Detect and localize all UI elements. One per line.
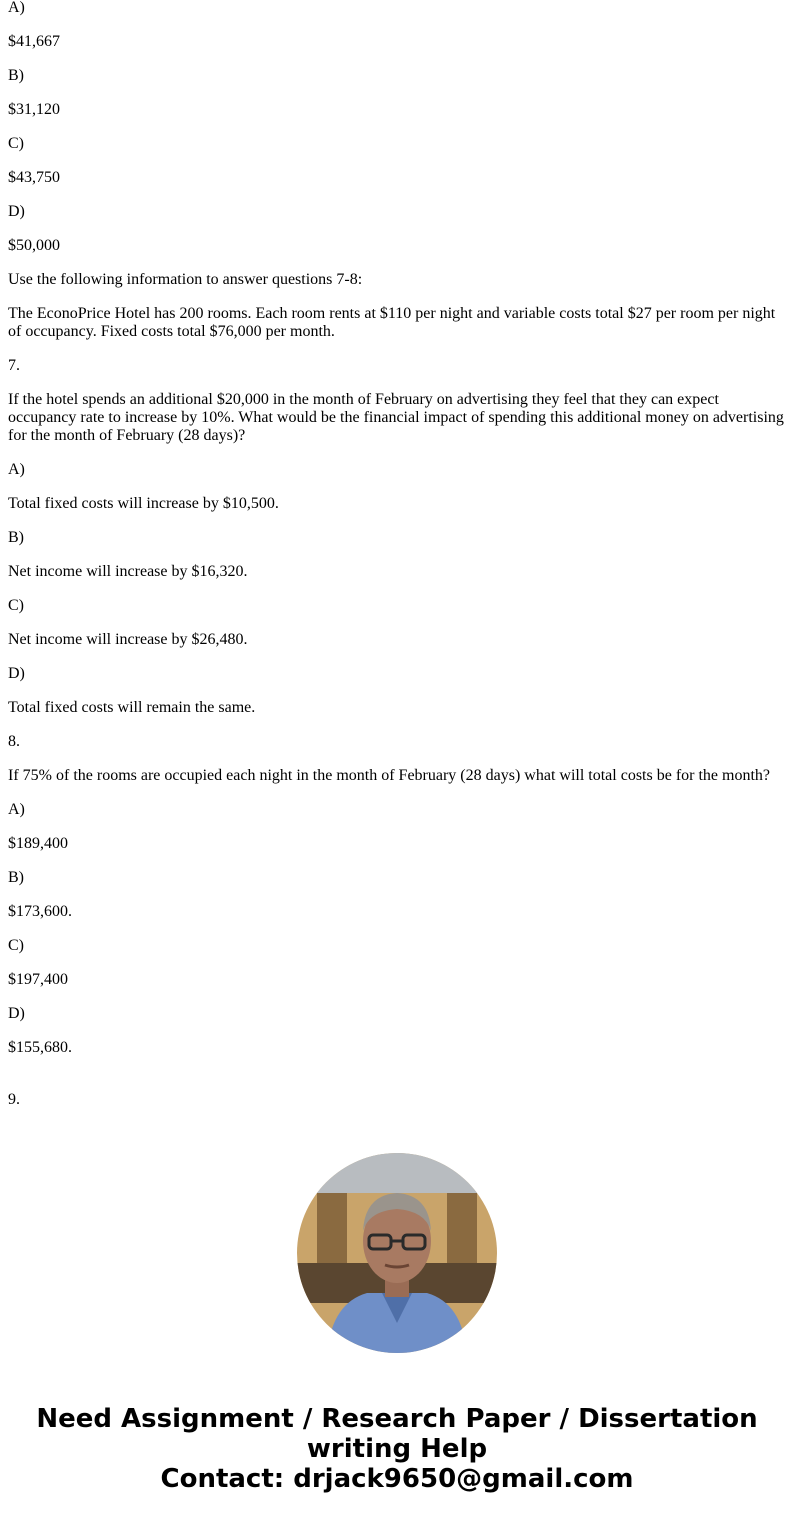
q7-option-b-text: Net income will increase by $16,320.: [8, 563, 248, 580]
option-d-text: $50,000: [8, 237, 60, 254]
person-photo-icon: [297, 1153, 497, 1353]
q8-option-c-text: $197,400: [8, 971, 68, 988]
q7-option-c-label: C): [8, 597, 24, 614]
q7-option-a-text: Total fixed costs will increase by $10,500.: [8, 495, 279, 512]
promo-line-1: Need Assignment / Research Paper / Dissertation: [36, 1404, 758, 1434]
author-avatar: [297, 1153, 497, 1353]
q7-option-d-label: D): [8, 665, 25, 682]
option-d-label: D): [8, 203, 25, 220]
document-body: [8, 0, 786, 1125]
q7-option-a-label: A): [8, 461, 25, 478]
q8-option-c-label: C): [8, 937, 24, 954]
option-a-text: $41,667: [8, 33, 60, 50]
info-intro: Use the following information to answer questions 7-8:: [8, 271, 363, 288]
promo-line-2: writing Help: [306, 1434, 488, 1464]
question-8-number: 8.: [8, 733, 20, 750]
info-paragraph: The EconoPrice Hotel has 200 rooms. Each room rents at $110 per night and variable costs total $27 per room per night of occupancy. Fixed costs total $76,000 per month.: [8, 305, 776, 340]
question-7-text: If the hotel spends an additional $20,000 in the month of February on advertising they feel that they can expect occupancy rate to increase by 10%. What would be the financial impact of spending this additional money on advertising for the month of February (28 days)?: [8, 391, 784, 444]
option-c-text: $43,750: [8, 169, 60, 186]
q8-option-a-label: A): [8, 801, 25, 818]
question-8-text: If 75% of the rooms are occupied each night in the month of February (28 days) what will total costs be for the month?: [8, 767, 771, 784]
q7-option-b-label: B): [8, 529, 24, 546]
q7-option-d-text: Total fixed costs will remain the same.: [8, 699, 256, 716]
option-b-label: B): [8, 67, 24, 84]
promo-banner: [0, 1404, 794, 1494]
option-c-label: C): [8, 135, 24, 152]
q8-option-a-text: $189,400: [8, 835, 68, 852]
q8-option-d-text: $155,680.: [8, 1039, 72, 1056]
promo-contact: Contact: drjack9650@gmail.com: [160, 1464, 634, 1494]
option-b-text: $31,120: [8, 101, 60, 118]
q7-option-c-text: Net income will increase by $26,480.: [8, 631, 248, 648]
question-9-number: 9.: [8, 1091, 20, 1108]
q8-option-d-label: D): [8, 1005, 25, 1022]
question-7-number: 7.: [8, 357, 20, 374]
q8-option-b-label: B): [8, 869, 24, 886]
option-a-label: A): [8, 0, 25, 16]
q8-option-b-text: $173,600.: [8, 903, 72, 920]
